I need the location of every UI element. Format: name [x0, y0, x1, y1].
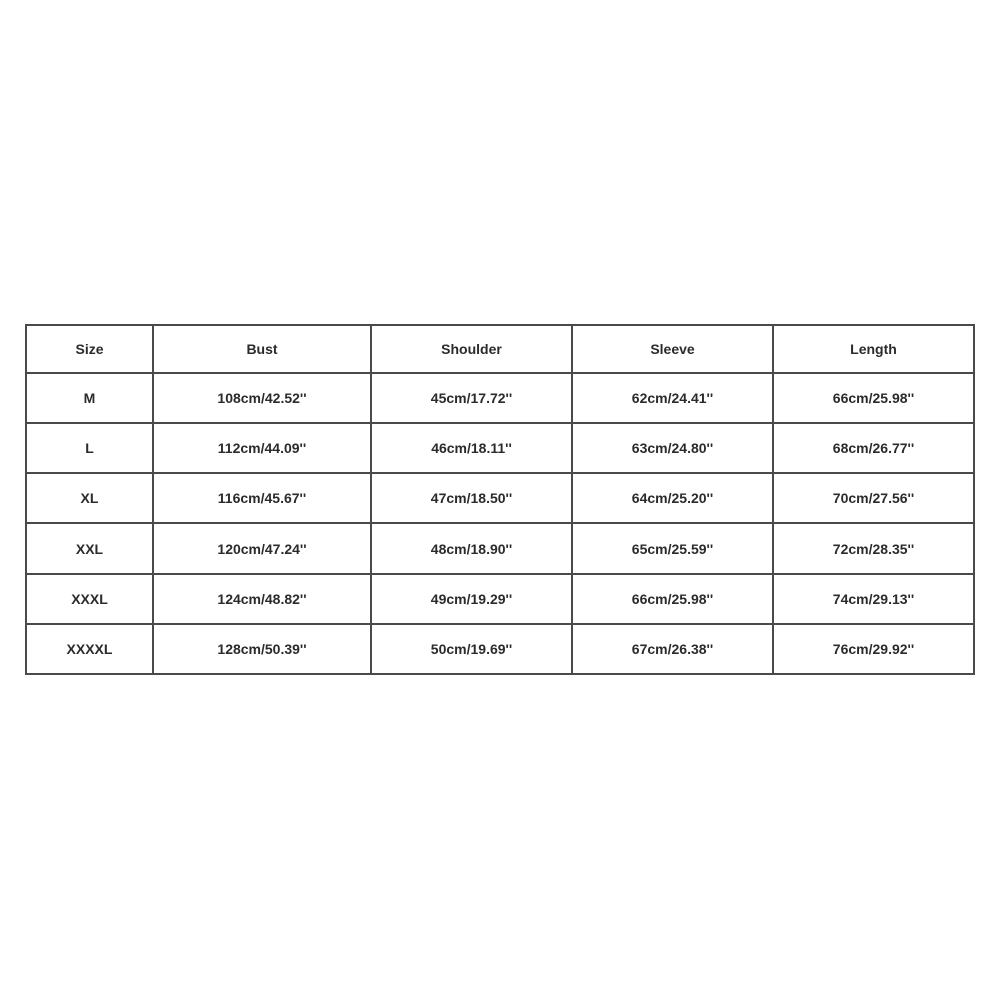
cell-sleeve: 67cm/26.38''	[572, 624, 773, 674]
header-row	[26, 325, 974, 373]
header-shoulder: Shoulder	[371, 325, 572, 373]
cell-bust: 112cm/44.09''	[153, 423, 371, 473]
header-length: Length	[773, 325, 974, 373]
cell-sleeve: 66cm/25.98''	[572, 574, 773, 624]
cell-size: XXXL	[26, 574, 153, 624]
table-row	[26, 373, 974, 423]
cell-length: 74cm/29.13''	[773, 574, 974, 624]
cell-size: XXXXL	[26, 624, 153, 674]
cell-sleeve: 64cm/25.20''	[572, 473, 773, 523]
cell-sleeve: 63cm/24.80''	[572, 423, 773, 473]
table-row	[26, 624, 974, 674]
header-size: Size	[26, 325, 153, 373]
cell-bust: 128cm/50.39''	[153, 624, 371, 674]
cell-shoulder: 47cm/18.50''	[371, 473, 572, 523]
cell-shoulder: 48cm/18.90''	[371, 523, 572, 573]
table-row	[26, 574, 974, 624]
cell-shoulder: 50cm/19.69''	[371, 624, 572, 674]
cell-sleeve: 65cm/25.59''	[572, 523, 773, 573]
header-sleeve: Sleeve	[572, 325, 773, 373]
cell-bust: 120cm/47.24''	[153, 523, 371, 573]
table-row	[26, 423, 974, 473]
cell-length: 72cm/28.35''	[773, 523, 974, 573]
cell-length: 70cm/27.56''	[773, 473, 974, 523]
cell-size: L	[26, 423, 153, 473]
table-row	[26, 523, 974, 573]
cell-length: 66cm/25.98''	[773, 373, 974, 423]
cell-shoulder: 46cm/18.11''	[371, 423, 572, 473]
cell-shoulder: 45cm/17.72''	[371, 373, 572, 423]
cell-length: 68cm/26.77''	[773, 423, 974, 473]
cell-size: M	[26, 373, 153, 423]
cell-size: XL	[26, 473, 153, 523]
header-bust: Bust	[153, 325, 371, 373]
cell-length: 76cm/29.92''	[773, 624, 974, 674]
table-row	[26, 473, 974, 523]
cell-bust: 116cm/45.67''	[153, 473, 371, 523]
cell-size: XXL	[26, 523, 153, 573]
cell-shoulder: 49cm/19.29''	[371, 574, 572, 624]
cell-bust: 108cm/42.52''	[153, 373, 371, 423]
cell-bust: 124cm/48.82''	[153, 574, 371, 624]
cell-sleeve: 62cm/24.41''	[572, 373, 773, 423]
size-chart-table	[25, 324, 975, 675]
